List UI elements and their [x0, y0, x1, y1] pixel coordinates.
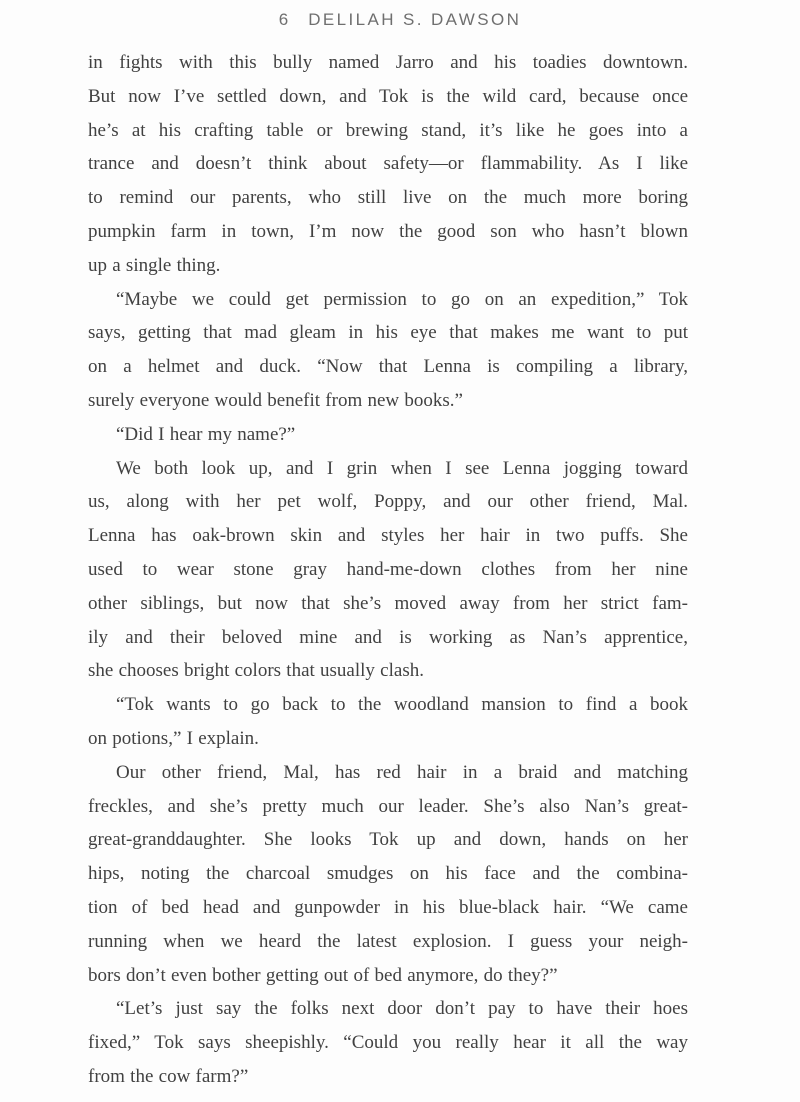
- book-text: [88, 46, 688, 1094]
- text-line: freckles, and she’s pretty much our leader. She’s also Nan’s great-: [88, 795, 688, 817]
- paragraph: [88, 992, 688, 1093]
- text-line: great-granddaughter. She looks Tok up and down, hands on her: [88, 829, 688, 851]
- text-line: used to wear stone gray hand-me-down clothes from her nine: [88, 558, 688, 580]
- paragraph: [88, 283, 688, 418]
- paragraph: [88, 452, 688, 689]
- text-line: “Let’s just say the folks next door don’t pay to have their hoes: [116, 998, 688, 1020]
- text-line: says, getting that mad gleam in his eye that makes me want to put: [88, 322, 688, 344]
- text-line: We both look up, and I grin when I see Lenna jogging toward: [116, 457, 688, 479]
- text-line: Lenna has oak-brown skin and styles her hair in two puffs. She: [88, 525, 688, 547]
- text-line: on potions,” I explain.: [88, 727, 259, 749]
- text-line: trance and doesn’t think about safety—or flammability. As I like: [88, 153, 688, 175]
- text-line: Our other friend, Mal, has red hair in a braid and matching: [116, 761, 688, 783]
- text-line: bors don’t even bother getting out of bed anymore, do they?”: [88, 964, 558, 986]
- paragraph: [88, 46, 688, 283]
- text-line: tion of bed head and gunpowder in his blue-black hair. “We came: [88, 896, 688, 918]
- paragraph: [88, 756, 688, 993]
- text-line: running when we heard the latest explosion. I guess your neigh-: [88, 930, 688, 952]
- text-line: fixed,” Tok says sheepishly. “Could you really hear it all the way: [88, 1032, 688, 1054]
- text-line: she chooses bright colors that usually clash.: [88, 660, 424, 682]
- text-line: on a helmet and duck. “Now that Lenna is compiling a library,: [88, 356, 688, 378]
- running-header-author: DELILAH S. DAWSON: [308, 10, 522, 29]
- text-line: hips, noting the charcoal smudges on his face and the combina-: [88, 863, 688, 885]
- text-line: to remind our parents, who still live on the much more boring: [88, 187, 688, 209]
- text-line: “Tok wants to go back to the woodland mansion to find a book: [116, 694, 688, 716]
- text-line: “Did I hear my name?”: [116, 423, 296, 445]
- text-line: us, along with her pet wolf, Poppy, and our other friend, Mal.: [88, 491, 688, 513]
- page-number: 6: [278, 10, 289, 29]
- text-line: he’s at his crafting table or brewing stand, it’s like he goes into a: [88, 119, 688, 141]
- text-line: up a single thing.: [88, 254, 221, 276]
- text-line: from the cow farm?”: [88, 1065, 249, 1087]
- text-line: “Maybe we could get permission to go on an expedition,” Tok: [116, 288, 688, 310]
- text-line: ily and their beloved mine and is working as Nan’s apprentice,: [88, 626, 688, 648]
- text-line: in fights with this bully named Jarro and his toadies downtown.: [88, 52, 688, 73]
- running-header: [0, 10, 800, 30]
- text-line: other siblings, but now that she’s moved away from her strict fam-: [88, 592, 688, 614]
- text-line: surely everyone would benefit from new books.”: [88, 389, 463, 411]
- text-line: But now I’ve settled down, and Tok is the wild card, because once: [88, 85, 688, 107]
- paragraph: [88, 418, 688, 452]
- text-line: pumpkin farm in town, I’m now the good son who hasn’t blown: [88, 220, 688, 242]
- paragraph: [88, 688, 688, 756]
